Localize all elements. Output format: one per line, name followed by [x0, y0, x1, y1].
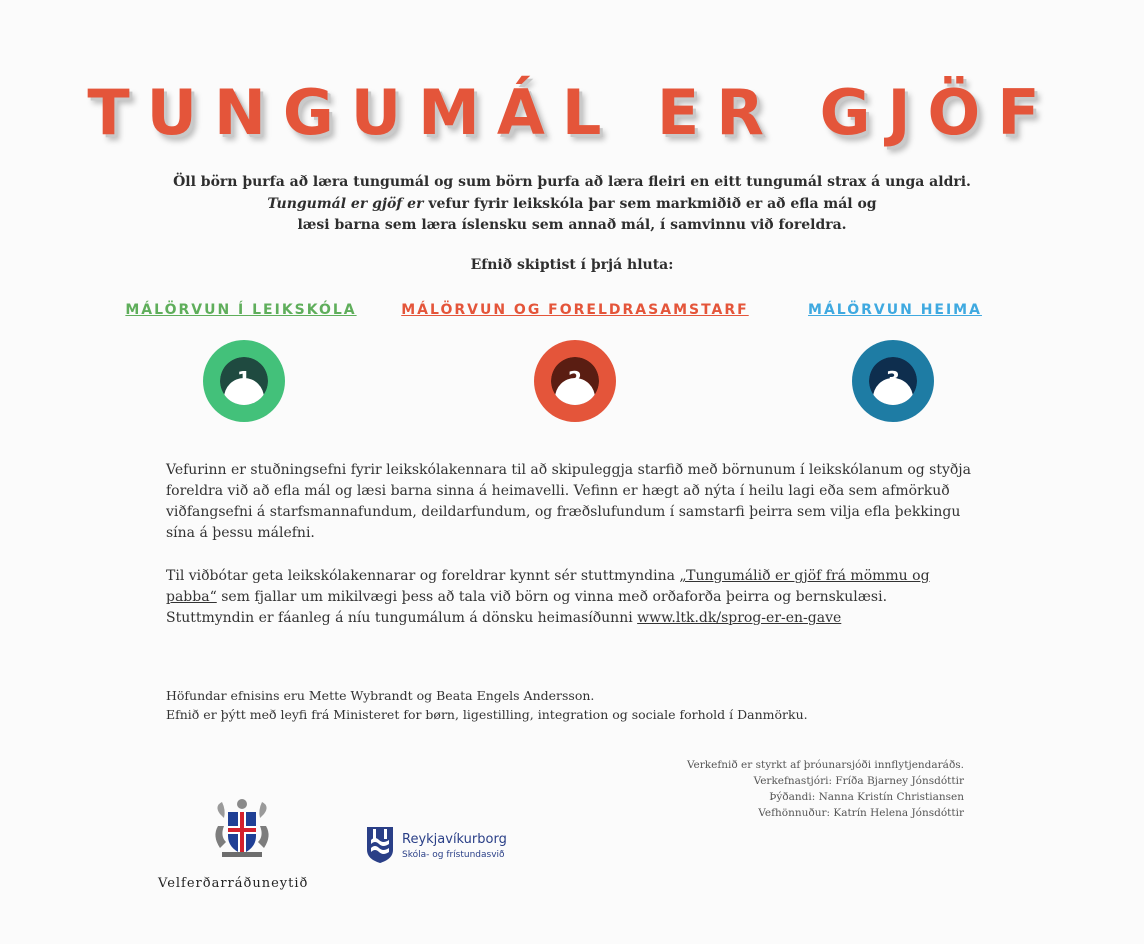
split-heading: Efnið skiptist í þrjá hluta:	[470, 257, 674, 273]
ltk-site-link[interactable]: www.ltk.dk/sprog-er-en-gave	[637, 610, 842, 626]
section-3-badge	[869, 357, 917, 405]
staff-web-designer: Vefhönnuður: Katrín Helena Jónsdóttir	[758, 807, 964, 819]
staff-grant: Verkefnið er styrkt af þróunarsjóði innflytjendaráðs.	[686, 759, 964, 771]
credits-authors: Höfundar efnisins eru Mette Wybrandt og Beata Engels Andersson.	[166, 688, 595, 703]
section-2-badge	[551, 357, 599, 405]
intro-line-3: læsi barna sem læra íslensku sem annað mál, í samvinnu við foreldra.	[297, 217, 847, 233]
section-link-heima[interactable]: MÁLÖRVUN HEIMA	[808, 302, 982, 318]
intro-text	[0, 172, 1144, 237]
credits-translation: Efnið er þýtt með leyfi frá Ministeret for børn, ligestilling, integration og sociale forhold í Danmörku.	[166, 707, 808, 722]
section-1-circle-button[interactable]	[203, 340, 285, 422]
section-3-number: 3	[886, 367, 900, 391]
film-paragraph	[166, 566, 976, 629]
section-1-number: 1	[237, 367, 251, 391]
section-1-badge	[220, 357, 268, 405]
intro-line-2	[0, 194, 1144, 216]
intro-site-name: Tungumál er gjöf er	[267, 195, 424, 212]
reykjavik-name: Reykjavíkurborg	[402, 832, 507, 847]
film-paragraph-start: Til viðbótar geta leikskólakennarar og foreldrar kynnt sér stuttmyndina	[166, 568, 680, 584]
staff-translator: Þýðandi: Nanna Kristín Christiansen	[769, 791, 964, 803]
intro-line-2-rest: vefur fyrir leikskóla þar sem markmiðið er að efla mál og	[423, 195, 877, 212]
coat-of-arms-logo	[212, 796, 272, 860]
film-paragraph-middle: sem fjallar um mikilvægi þess að tala við börn og vinna með orðaforða þeirra og bernskulæsi. Stuttmyndin er fáanleg á níu tungumálum á dönsku heimasíðunni	[166, 589, 888, 626]
film-link[interactable]: „Tungumálið er gjöf frá mömmu og pabba“	[166, 568, 930, 605]
description-paragraph: Vefurinn er stuðningsefni fyrir leikskólakennara til að skipuleggja starfið með börnunum í leikskólanum og styðja foreldra við að efla mál og læsi barna sinna á heimavelli. Vefinn er hægt að nýta í heilu lagi eða sem afmörkuð viðfangsefni á starfsmannafundum, deildarfundum, og fræðslufundum í samstarfi þeirra sem vilja efla þekkingu sína á þessu málefni.	[166, 462, 971, 541]
page-title: TUNGUMÁL ER GJÖF	[87, 76, 1057, 149]
intro-line-1: Öll börn þurfa að læra tungumál og sum börn þurfa að læra fleiri en eitt tungumál strax á unga aldri.	[173, 174, 971, 190]
ministry-name: Velferðarráðuneytið	[158, 876, 309, 891]
section-link-leikskola[interactable]: MÁLÖRVUN Í LEIKSKÓLA	[125, 302, 357, 318]
staff-list	[687, 757, 964, 821]
reykjavik-department: Skóla- og frístundasvið	[402, 850, 505, 860]
section-2-number: 2	[568, 367, 582, 391]
reykjavik-shield-logo	[366, 826, 394, 864]
section-3-circle-button[interactable]	[852, 340, 934, 422]
credits	[166, 686, 808, 724]
staff-project-manager: Verkefnastjóri: Fríða Bjarney Jónsdóttir	[753, 775, 964, 787]
section-2-circle-button[interactable]	[534, 340, 616, 422]
section-link-foreldrasamstarf[interactable]: MÁLÖRVUN OG FORELDRASAMSTARF	[401, 302, 749, 318]
